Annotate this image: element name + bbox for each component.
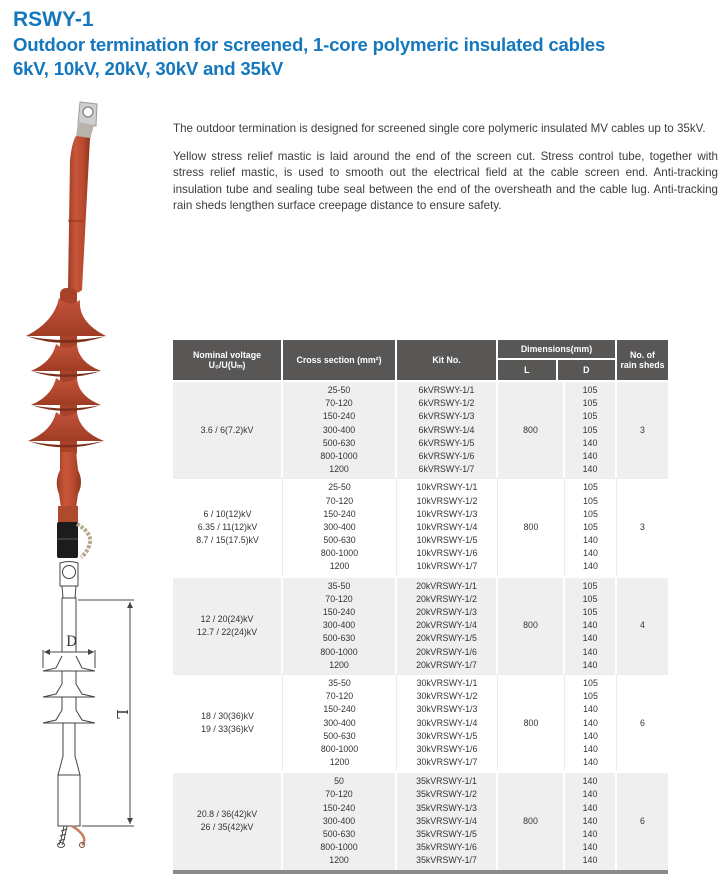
diameter-d-cell-line: 105 [583, 508, 598, 519]
nominal-voltage-cell-line: 20.8 / 36(42)kV [196, 809, 258, 820]
page-title [13, 7, 719, 80]
cross-section-cell-line: 1200 [329, 855, 349, 866]
cross-section-cell-line: 25-50 [327, 385, 351, 395]
rain-sheds-cell-line: 3 [640, 521, 645, 532]
diameter-d-cell [565, 479, 617, 575]
nominal-voltage-cell [173, 382, 283, 478]
kit-no-cell-line: 6kVRSWY-1/5 [418, 437, 475, 448]
kit-no-cell-line: 10kVRSWY-1/7 [416, 561, 478, 572]
diameter-d-cell-line: 140 [582, 633, 598, 644]
nominal-voltage-cell [173, 578, 283, 674]
length-l-cell [498, 479, 565, 575]
cross-section-cell-line: 500-630 [323, 730, 356, 741]
diameter-d-cell-line: 140 [583, 704, 598, 715]
cross-section-cell-line: 800-1000 [320, 548, 359, 559]
diameter-d-cell-line: 140 [583, 561, 598, 572]
kit-no-cell-line: 6kVRSWY-1/6 [418, 450, 475, 461]
kit-no-cell-line: 6kVRSWY-1/3 [418, 411, 475, 422]
length-l-cell-line: 800 [523, 620, 538, 631]
diameter-d-cell-line: 140 [582, 829, 598, 839]
cable-lug [76, 102, 97, 140]
column-header-dimensions [498, 340, 617, 380]
diameter-d-cell-line: 105 [583, 482, 598, 493]
kit-no-cell-line: 35kVRSWY-1/7 [416, 855, 477, 866]
diameter-d-cell [565, 675, 617, 771]
kit-no-cell-line: 10kVRSWY-1/5 [416, 535, 478, 546]
product-code: RSWY-1 [13, 8, 94, 31]
column-header-kit-no: Kit No. [397, 340, 498, 380]
table-bottom-rule [173, 870, 668, 874]
nominal-voltage-cell-line: 18 / 30(36)kV [201, 710, 254, 721]
cross-section-cell-line: 150-240 [322, 802, 356, 813]
kit-no-cell-line: 10kVRSWY-1/4 [416, 521, 478, 532]
cross-section-cell-line: 800-1000 [320, 842, 358, 853]
kit-no-cell-line: 20kVRSWY-1/6 [416, 646, 477, 657]
nominal-voltage-cell-line: 3.6 / 6(7.2)kV [200, 424, 254, 435]
nominal-voltage-label: Nominal voltage [193, 349, 261, 360]
kit-no-cell [397, 578, 498, 674]
diameter-d-cell-line: 105 [583, 521, 598, 532]
kit-no-cell-line: 35kVRSWY-1/3 [416, 802, 477, 813]
column-header-l: L [498, 360, 558, 380]
diameter-d-cell-line: 140 [582, 646, 598, 657]
diameter-d-cell-line: 140 [582, 464, 598, 475]
diameter-d-cell-line: 105 [582, 580, 598, 591]
diameter-d-cell-line: 140 [582, 776, 598, 787]
title-line-1: Outdoor termination for screened, 1-core polymeric insulated cables [13, 34, 606, 55]
cross-section-cell-line: 50 [334, 776, 344, 787]
length-l-cell [498, 675, 565, 771]
drawing-lug [60, 562, 78, 599]
description-paragraph-2: Yellow stress relief mastic is laid around the end of the screen cut. Stress control tube, together with stress relief mastic, is used to smooth out the electrical field at the cable screen end. Anti-tracking insulation tube and sealing tube seal between the end of the oversheath and the cable lug. Anti-tracking rain sheds lengthen surface creepage distance to ensure safety. [173, 149, 718, 213]
kit-no-cell-line: 6kVRSWY-1/1 [418, 385, 475, 395]
kit-no-cell-line: 30kVRSWY-1/5 [416, 730, 478, 741]
cross-section-cell-line: 70-120 [325, 691, 354, 702]
column-header-rain-sheds: No. of rain sheds [617, 340, 668, 380]
dimension-label-l: L [113, 709, 131, 719]
kit-no-cell-line: 10kVRSWY-1/3 [416, 508, 478, 519]
diameter-d-cell-line: 105 [583, 677, 598, 688]
kit-no-cell-line: 20kVRSWY-1/4 [416, 620, 477, 631]
kit-no-cell-line: 20kVRSWY-1/7 [416, 659, 477, 670]
diameter-d-cell-line: 105 [582, 398, 598, 409]
length-l-cell [498, 382, 565, 478]
diameter-d-cell-line: 140 [582, 450, 598, 461]
kit-no-cell [397, 382, 498, 478]
cross-section-cell-line: 70-120 [325, 398, 353, 409]
length-l-cell [498, 773, 565, 869]
diameter-d-cell-line: 140 [583, 548, 598, 559]
cross-section-cell-line: 300-400 [322, 815, 356, 826]
kit-no-cell [397, 675, 498, 771]
cross-section-cell-line: 150-240 [323, 704, 356, 715]
kit-no-cell-line: 35kVRSWY-1/4 [416, 815, 477, 826]
kit-no-cell-line: 30kVRSWY-1/3 [416, 704, 478, 715]
diameter-d-cell-line: 140 [583, 535, 598, 546]
nominal-voltage-cell-line: 6.35 / 11(12)kV [197, 521, 258, 532]
cross-section-cell-line: 800-1000 [320, 450, 358, 461]
cross-section-cell-line: 500-630 [322, 829, 356, 839]
diameter-d-cell-line: 105 [582, 593, 598, 604]
cross-section-cell-line: 70-120 [325, 789, 353, 800]
length-l-cell [498, 578, 565, 674]
nominal-voltage-cell-line: 12 / 20(24)kV [200, 613, 254, 624]
nominal-voltage-cell-line: 6 / 10(12)kV [203, 508, 252, 519]
description-paragraph-1: The outdoor termination is designed for screened single core polymeric insulated MV cables up to 35kV. [173, 122, 706, 135]
cross-section-cell-line: 300-400 [323, 717, 356, 728]
cross-section-cell-line: 1200 [329, 561, 350, 572]
kit-no-cell-line: 35kVRSWY-1/1 [416, 776, 477, 787]
nominal-voltage-cell [173, 479, 283, 575]
nominal-voltage-cell [173, 773, 283, 869]
specification-table [173, 340, 668, 874]
diameter-d-cell [565, 578, 617, 674]
diameter-d-cell-line: 105 [583, 691, 598, 702]
diameter-d-cell-line: 140 [583, 743, 598, 754]
upper-tube [68, 136, 90, 293]
diameter-d-cell-line: 105 [582, 607, 598, 617]
voltage-group [173, 771, 668, 869]
cross-section-cell-line: 1200 [329, 464, 349, 475]
rain-sheds-cell [617, 479, 668, 575]
cross-section-cell-line: 500-630 [322, 437, 356, 448]
kit-no-cell-line: 10kVRSWY-1/1 [416, 482, 478, 493]
kit-no-cell [397, 479, 498, 575]
diameter-d-cell-line: 140 [582, 802, 598, 813]
diameter-d-cell-line: 140 [583, 757, 598, 768]
cross-section-cell-line: 150-240 [323, 508, 356, 519]
rain-sheds-cell [617, 578, 668, 674]
voltage-group [173, 674, 668, 771]
kit-no-cell-line: 35kVRSWY-1/5 [416, 829, 477, 839]
cross-section-cell-line: 500-630 [323, 535, 356, 546]
length-l-cell-line: 800 [523, 717, 539, 728]
diameter-d-cell-line: 105 [583, 495, 598, 506]
diameter-d-cell-line: 105 [582, 385, 598, 395]
kit-no-cell [397, 773, 498, 869]
cross-section-cell [283, 675, 397, 771]
diameter-d-cell-line: 140 [582, 789, 598, 800]
kit-no-cell-line: 30kVRSWY-1/6 [416, 743, 478, 754]
cross-section-cell-line: 150-240 [322, 411, 356, 422]
rain-sheds-cell [617, 382, 668, 478]
cross-section-cell-line: 300-400 [322, 620, 356, 631]
cable-end [57, 522, 90, 558]
kit-no-cell-line: 30kVRSWY-1/4 [416, 717, 478, 728]
cross-section-cell [283, 578, 397, 674]
kit-no-cell-line: 20kVRSWY-1/3 [416, 607, 477, 617]
kit-no-cell-line: 35kVRSWY-1/6 [416, 842, 477, 853]
diameter-d-cell-line: 140 [582, 842, 598, 853]
cross-section-cell-line: 35-50 [327, 580, 351, 591]
nominal-voltage-cell-line: 12.7 / 22(24)kV [196, 626, 258, 637]
cross-section-cell-line: 1200 [329, 659, 349, 670]
lower-tube [57, 452, 81, 508]
cross-section-cell-line: 1200 [329, 757, 350, 768]
cross-section-cell-line: 70-120 [325, 495, 354, 506]
kit-no-cell-line: 20kVRSWY-1/1 [416, 580, 477, 591]
cross-section-cell-line: 300-400 [323, 521, 356, 532]
diameter-d-cell-line: 140 [583, 717, 598, 728]
diameter-d-cell-line: 105 [582, 424, 598, 435]
diameter-d-cell [565, 773, 617, 869]
nominal-voltage-cell-line: 19 / 33(36)kV [201, 724, 254, 735]
product-photo [4, 100, 122, 563]
diameter-d-cell-line: 140 [582, 620, 598, 631]
table-body [173, 380, 668, 870]
cross-section-cell-line: 70-120 [325, 593, 353, 604]
cross-section-cell-line: 35-50 [328, 677, 351, 688]
diameter-d-cell-line: 140 [583, 730, 598, 741]
column-header-cross-section: Cross section (mm²) [283, 340, 397, 380]
voltage-group [173, 380, 668, 478]
rain-sheds-cell-line: 4 [640, 620, 645, 631]
nominal-voltage-cell-line: 26 / 35(42)kV [200, 822, 254, 833]
kit-no-cell-line: 6kVRSWY-1/7 [418, 464, 475, 475]
length-l-cell-line: 800 [523, 424, 538, 435]
column-header-d: D [583, 364, 590, 375]
diameter-d-cell-line: 140 [582, 855, 598, 866]
cross-section-cell-line: 500-630 [322, 633, 356, 644]
kit-no-cell-line: 30kVRSWY-1/1 [416, 677, 478, 688]
cross-section-cell-line: 150-240 [322, 607, 356, 617]
nominal-voltage-cell [173, 675, 283, 771]
termination-line-drawing [22, 560, 150, 848]
diameter-d-cell-line: 140 [582, 659, 598, 670]
cross-section-cell [283, 479, 397, 575]
technical-drawing [22, 560, 150, 853]
length-l-cell-line: 800 [523, 521, 539, 532]
drawing-rain-sheds [43, 656, 95, 723]
rain-sheds-cell [617, 675, 668, 771]
kit-no-cell-line: 20kVRSWY-1/2 [416, 593, 477, 604]
dimension-label-d: D [66, 634, 78, 650]
cross-section-cell [283, 773, 397, 869]
cross-section-cell-line: 25-50 [328, 482, 351, 493]
drawing-leads [58, 826, 85, 848]
diameter-d-cell-line: 105 [582, 411, 598, 422]
voltage-group [173, 576, 668, 674]
rain-sheds-cell-line: 3 [640, 424, 645, 435]
kit-no-cell-line: 6kVRSWY-1/2 [418, 398, 475, 409]
nominal-voltage-cell-line: 8.7 / 15(17.5)kV [196, 535, 259, 546]
kit-no-cell-line: 30kVRSWY-1/2 [416, 691, 478, 702]
cross-section-cell-line: 800-1000 [320, 646, 358, 657]
rain-sheds-cell-line: 6 [640, 717, 645, 728]
kit-no-cell-line: 20kVRSWY-1/5 [416, 633, 477, 644]
rain-sheds-cell [617, 773, 668, 869]
termination-photo-illustration [4, 100, 122, 558]
diameter-d-cell [565, 382, 617, 478]
kit-no-cell-line: 6kVRSWY-1/4 [418, 424, 475, 435]
kit-no-cell-line: 35kVRSWY-1/2 [416, 789, 477, 800]
diameter-d-cell-line: 140 [582, 815, 598, 826]
kit-no-cell-line: 10kVRSWY-1/6 [416, 548, 478, 559]
kit-no-cell-line: 30kVRSWY-1/7 [416, 757, 478, 768]
product-description [173, 121, 718, 215]
diameter-d-cell-line: 140 [582, 437, 598, 448]
kit-no-cell-line: 10kVRSWY-1/2 [416, 495, 478, 506]
cross-section-cell-line: 300-400 [322, 424, 356, 435]
length-l-cell-line: 800 [523, 815, 538, 826]
title-line-2: 6kV, 10kV, 20kV, 30kV and 35kV [13, 57, 284, 79]
table-header [173, 340, 668, 380]
rain-sheds-cell-line: 6 [640, 815, 645, 826]
cross-section-cell [283, 382, 397, 478]
dimension-d [43, 650, 95, 668]
voltage-group [173, 478, 668, 575]
dimensions-label: Dimensions(mm) [498, 340, 615, 360]
nominal-voltage-symbols: U₀/U(Uₘ) [208, 360, 246, 370]
cross-section-cell-line: 800-1000 [320, 743, 359, 754]
column-header-nominal-voltage [173, 340, 283, 380]
